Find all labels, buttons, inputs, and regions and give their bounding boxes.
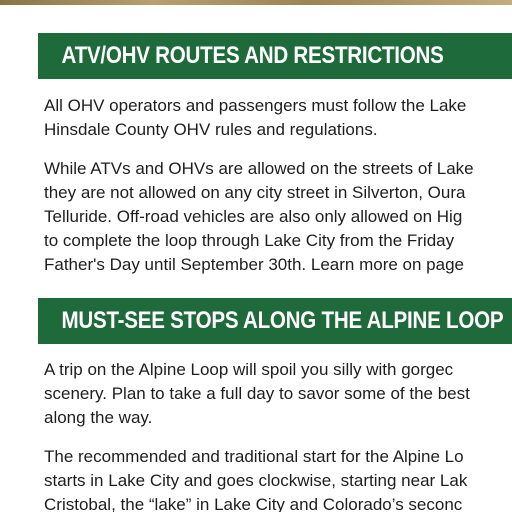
text-line: Telluride. Off-road vehicles are also only allowed on Hig <box>44 207 463 226</box>
text-line: along the way. <box>44 408 153 427</box>
text-line: to complete the loop through Lake City from the Friday <box>44 231 455 250</box>
section-heading-banner <box>38 298 512 344</box>
text-line: they are not allowed on any city street in Silverton, Oura <box>44 183 466 202</box>
text-line: scenery. Plan to take a full day to savor some of the best <box>44 384 470 403</box>
paragraph-alpine-loop-start <box>44 445 512 512</box>
section-heading-must-see-stops: MUST-SEE STOPS ALONG THE ALPINE LOOP <box>61 307 504 334</box>
text-line: Father's Day until September 30th. Learn more on page <box>44 255 464 274</box>
paragraph-ohv-rules <box>44 94 512 142</box>
text-line: Hinsdale County OHV rules and regulations. <box>44 120 378 139</box>
paragraph-atv-street-restrictions <box>44 157 512 277</box>
section-heading-banner <box>38 33 512 79</box>
text-line: A trip on the Alpine Loop will spoil you silly with gorgec <box>44 360 454 379</box>
section-heading-atv-ohv-routes: ATV/OHV ROUTES AND RESTRICTIONS <box>61 42 444 69</box>
top-decorative-strip <box>0 0 512 5</box>
text-line: Cristobal, the “lake” in Lake City and Colorado’s seconc <box>44 495 463 512</box>
text-line: All OHV operators and passengers must follow the Lake <box>44 96 467 115</box>
paragraph-alpine-loop-trip <box>44 358 512 430</box>
text-line: starts in Lake City and goes clockwise, starting near Lak <box>44 471 468 490</box>
text-line: The recommended and traditional start for the Alpine Lo <box>44 447 464 466</box>
text-line: While ATVs and OHVs are allowed on the streets of Lake <box>44 159 474 178</box>
